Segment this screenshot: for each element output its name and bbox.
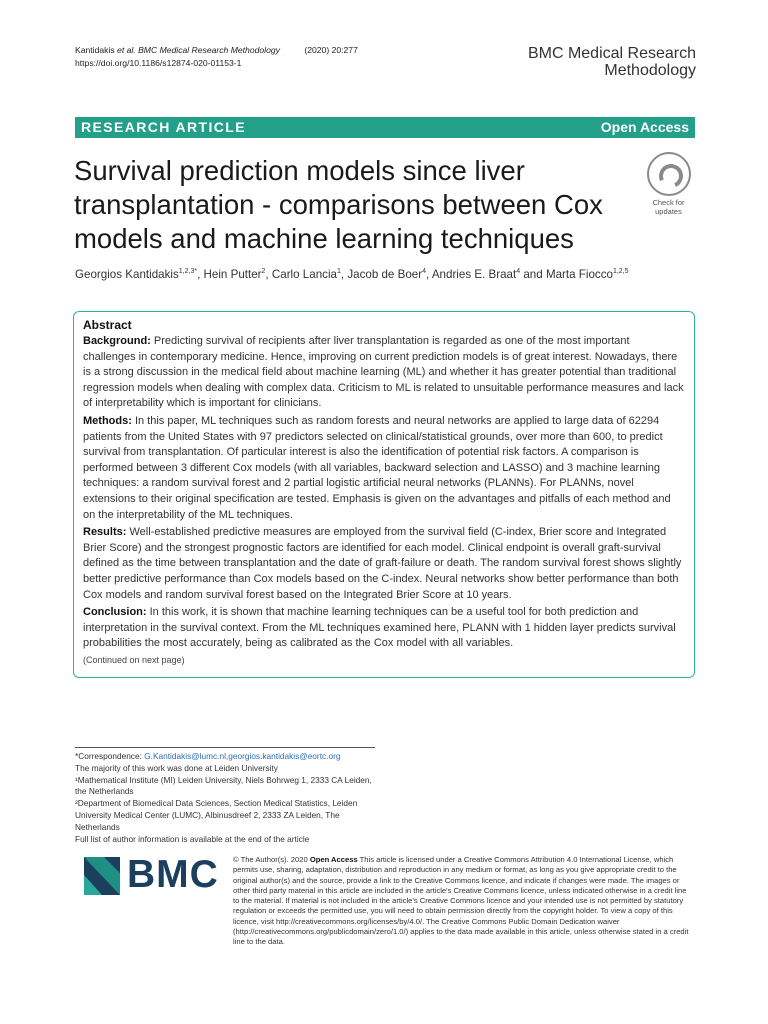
abstract-box	[73, 311, 695, 678]
results-label: Results:	[83, 526, 127, 539]
results-text: Well-established predictive measures are employed from the survival field (C-index, Brier score and Integrated Brier Score) and the strongest prognostic factors are identified for each model. Clinical endpoint is overall graft-survival defined as the time between transplantation and the date of graft-failure or death. The random survival forest shows slightly better predictive performance than Cox models based on the C-index. Neural networks show better performance than both Cox models and random survival forest based on the Integrated Brier Score at 10 years.	[83, 526, 682, 601]
check-for-updates-button[interactable]	[641, 152, 696, 216]
author: Georgios Kantidakis	[75, 268, 179, 281]
author-affiliation: 1	[336, 268, 341, 276]
check-updates-line2: updates	[655, 207, 682, 216]
license-statement	[233, 855, 693, 948]
citation-year-volume: (2020) 20:277	[304, 45, 358, 55]
license-open-access: Open Access	[309, 855, 358, 864]
abstract-methods	[83, 414, 685, 523]
author-affiliation: 1,2,3*	[178, 268, 198, 276]
full-list-note: Full list of author information is available at the end of the article	[75, 833, 310, 844]
journal-name	[528, 45, 696, 79]
license-text: This article is licensed under a Creative Commons Attribution 4.0 International License, which permits use, sharing, adaptation, distribution and reproduction in any medium or format, as long as you give appropriate credit to the original author(s) and the source, provide a link to the Creative Commons licence, and indicate if changes were made. The images or other third party material in this article are included in the article's Creative Commons licence, unless indicated otherwise in a credit line to the material. If material is not included in the article's Creative Commons licence and your intended use is not permitted by statutory regulation or exceeds the permitted use, you will need to obtain permission directly from the copyright holder. To view a copy of this licence, visit http://creativecommons.org/licenses/by/4.0/. The Creative Commons Public Domain Dedication waiver (http://creativecommons.org/publicdomain/zero/1.0/) applies to the data made available in this article, unless otherwise stated in a credit line to the data.	[233, 855, 689, 947]
check-updates-line1: Check for	[652, 198, 685, 207]
abstract-background	[83, 334, 685, 412]
continued-note: (Continued on next page)	[83, 654, 185, 665]
background-text: Predicting survival of recipients after liver transplantation is regarded as one of the most important challenges in contemporary medicine. Hence, improving on current prediction models is of great interest. Nowadays, there is a strong discussion in the medical field about machine learning (ML) and whether it has greater potential than traditional regression models when dealing with complex data. Criticism to ML is related to unsuitable performance measures and lack of interpretability which is important for clinicians.	[83, 335, 684, 410]
bmc-logo	[84, 855, 219, 897]
author: Marta Fiocco	[545, 268, 613, 281]
author: Hein Putter	[203, 268, 262, 281]
correspondence	[75, 751, 385, 763]
footnotes	[75, 751, 385, 845]
methods-label: Methods:	[83, 414, 132, 427]
citation-journal: BMC Medical Research Methodology	[138, 45, 280, 55]
background-label: Background:	[83, 335, 151, 347]
conclusion-label: Conclusion:	[83, 606, 147, 619]
citation-etal: et al.	[117, 45, 136, 55]
check-for-updates-icon	[647, 152, 691, 196]
author-list: Georgios Kantidakis$^{1,2,3*}$, Hein Putter$^2$, Carlo Lancia$^1$, Jacob de Boer$^4$, Andries E. Braat$^4$ and Marta Fiocco$^{1,2,5}$	[75, 268, 629, 281]
article-type-band	[75, 117, 695, 138]
footnote-divider	[75, 747, 375, 748]
article-type: RESEARCH ARTICLE	[81, 119, 246, 135]
abstract-heading: Abstract	[83, 318, 132, 332]
article-title: Survival prediction models since liver transplantation - comparisons between Cox models and machine learning techniques	[74, 155, 603, 254]
author-affiliation: 4	[516, 268, 521, 276]
majority-note: The majority of this work was done at Leiden University	[75, 762, 278, 773]
journal-name-line1: BMC Medical Research	[527, 45, 696, 62]
methods-text: In this paper, ML techniques such as random forests and neural networks are applied to large data of 62294 patients from the United States with 97 predictors selected on clinical/statistical grounds, over more than 600, to predict survival from transplantation. Of particular interest is also the identification of potential risk factors. A comparison is performed between 3 different Cox models (with all variables, backward selection and LASSO) and 3 machine learning techniques: a random survival forest and 2 partial logistic artificial neural networks (PLANNs). For PLANNs, novel extensions to their original specification are tested. Emphasis is given on the advantages and pitfalls of each method and on the interpretability of the ML techniques.	[83, 414, 671, 521]
running-header	[75, 44, 358, 70]
bmc-logo-mark-icon	[84, 857, 120, 895]
author-affiliation: 2	[261, 268, 266, 276]
citation-authors: Kantidakis	[75, 45, 115, 55]
journal-name-line2: Methodology	[604, 62, 696, 79]
affiliation-2: ²Department of Biomedical Data Sciences, Section Medical Statistics, Leiden University Medical Center (LUMC), Albinusdreef 2, 2333 ZA Leiden, The Netherlands	[75, 798, 358, 832]
author-affiliation: 1,2,5	[612, 268, 629, 276]
author: Carlo Lancia	[271, 268, 337, 281]
doi-link[interactable]: https://doi.org/10.1186/s12874-020-01153-1	[75, 58, 242, 68]
author: Andries E. Braat	[431, 268, 517, 281]
abstract-conclusion	[83, 605, 685, 652]
author: Jacob de Boer	[347, 268, 423, 281]
affiliation-1: ¹Mathematical Institute (MI) Leiden University, Niels Bohrweg 1, 2333 CA Leiden, the Netherlands	[75, 774, 372, 797]
conclusion-text: In this work, it is shown that machine learning techniques can be a useful tool for both prediction and interpretation in the survival context. From the ML techniques examined here, PLANN with 1 hidden layer predicts survival probabilities the most accurately, being as calibrated as the Cox model with all variables.	[83, 606, 676, 650]
correspondence-label: *Correspondence:	[75, 751, 142, 761]
open-access-label: Open Access	[600, 119, 689, 135]
license-prefix: © The Author(s). 2020	[233, 855, 308, 864]
bmc-logo-text: BMC	[127, 853, 219, 896]
correspondence-email-link[interactable]: G.Kantidakis@lumc.nl,georgios.kantidakis@eortc.org	[144, 751, 341, 761]
author-affiliation: 4	[422, 268, 426, 276]
abstract-results	[83, 525, 685, 603]
